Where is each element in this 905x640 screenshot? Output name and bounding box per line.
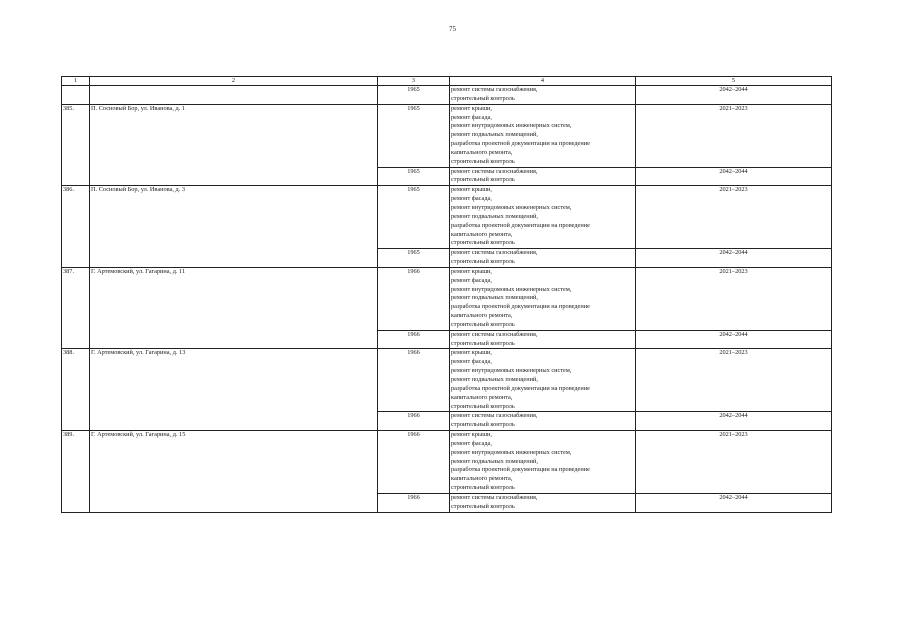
work-item: ремонт внутридомовых инженерных систем, (451, 203, 572, 211)
work-item: ремонт внутридомовых инженерных систем, (451, 122, 572, 130)
row-address (90, 330, 378, 349)
row-number (62, 167, 90, 186)
row-number (62, 330, 90, 349)
work-item: строительный контроль (451, 339, 515, 347)
row-address: П. Сосновый Бор, ул. Иванова, д. 3 (90, 186, 378, 249)
row-works (450, 267, 636, 330)
row-number: 387. (62, 267, 90, 330)
work-item: строительный контроль (451, 157, 515, 165)
table-row (62, 186, 832, 249)
row-address (90, 249, 378, 268)
row-works (450, 431, 636, 494)
row-year: 1965 (378, 167, 450, 186)
work-item: ремонт подвальных помещений, (451, 131, 538, 139)
work-item: ремонт крыши, (451, 104, 493, 112)
row-address: Г. Артемовский, ул. Гагарина, д. 11 (90, 267, 378, 330)
row-works (450, 104, 636, 167)
work-item: ремонт крыши, (451, 267, 493, 275)
row-works (450, 412, 636, 431)
row-year: 1966 (378, 431, 450, 494)
work-item: разработка проектной документации на проведение (451, 466, 590, 474)
column-header-1: 1 (62, 77, 90, 86)
work-item: ремонт фасада, (451, 358, 492, 366)
work-item: строительный контроль (451, 484, 515, 492)
work-item: ремонт системы газоснабжения, (451, 167, 538, 175)
row-year: 1965 (378, 249, 450, 268)
work-item: разработка проектной документации на проведение (451, 384, 590, 392)
row-works (450, 493, 636, 512)
work-item: ремонт фасада, (451, 195, 492, 203)
row-address: П. Сосновый Бор, ул. Иванова, д. 1 (90, 104, 378, 167)
work-item: ремонт системы газоснабжения, (451, 86, 538, 93)
work-item: ремонт крыши, (451, 349, 493, 357)
row-works (450, 167, 636, 186)
work-item: ремонт фасада, (451, 113, 492, 121)
work-item: строительный контроль (451, 320, 515, 328)
row-works (450, 186, 636, 249)
work-item: строительный контроль (451, 502, 515, 510)
work-item: ремонт фасада, (451, 276, 492, 284)
work-item: разработка проектной документации на проведение (451, 303, 590, 311)
column-header-5: 5 (636, 77, 832, 86)
work-item: ремонт крыши, (451, 431, 493, 439)
row-period: 2042–2044 (636, 330, 832, 349)
work-item: строительный контроль (451, 239, 515, 247)
row-period: 2042–2044 (636, 249, 832, 268)
table-row (62, 431, 832, 494)
row-period: 2042–2044 (636, 167, 832, 186)
row-period: 2021–2023 (636, 349, 832, 412)
table-row (62, 493, 832, 512)
table-row (62, 167, 832, 186)
row-period: 2021–2023 (636, 431, 832, 494)
work-item: строительный контроль (451, 94, 515, 102)
column-header-2: 2 (90, 77, 378, 86)
work-item: капитального ремонта, (451, 393, 513, 401)
row-address: Г. Артемовский, ул. Гагарина, д. 15 (90, 431, 378, 494)
work-item: ремонт подвальных помещений, (451, 457, 538, 465)
row-year: 1965 (378, 104, 450, 167)
work-item: разработка проектной документации на проведение (451, 140, 590, 148)
row-period: 2042–2044 (636, 493, 832, 512)
row-number: 389. (62, 431, 90, 494)
work-item: ремонт подвальных помещений, (451, 212, 538, 220)
row-year: 1965 (378, 186, 450, 249)
row-address (90, 412, 378, 431)
row-number (62, 249, 90, 268)
work-item: ремонт подвальных помещений, (451, 294, 538, 302)
row-number: 388. (62, 349, 90, 412)
column-header-4: 4 (450, 77, 636, 86)
row-period: 2021–2023 (636, 104, 832, 167)
table-row (62, 330, 832, 349)
row-address (90, 86, 378, 105)
row-works (450, 330, 636, 349)
work-item: капитального ремонта, (451, 475, 513, 483)
row-period: 2042–2044 (636, 412, 832, 431)
row-number (62, 86, 90, 105)
table-row (62, 349, 832, 412)
table-row (62, 267, 832, 330)
row-year: 1966 (378, 330, 450, 349)
row-period: 2021–2023 (636, 267, 832, 330)
row-works (450, 349, 636, 412)
work-item: капитального ремонта, (451, 230, 513, 238)
work-item: ремонт системы газоснабжения, (451, 412, 538, 420)
table-row (62, 104, 832, 167)
work-item: ремонт крыши, (451, 186, 493, 194)
work-item: ремонт системы газоснабжения, (451, 330, 538, 338)
work-item: строительный контроль (451, 402, 515, 410)
table-row (62, 412, 832, 431)
row-number: 386. (62, 186, 90, 249)
work-item: ремонт подвальных помещений, (451, 376, 538, 383)
row-number (62, 412, 90, 431)
work-item: строительный контроль (451, 258, 515, 266)
table-body (62, 86, 832, 513)
table-header-row (62, 77, 832, 86)
work-item: ремонт системы газоснабжения, (451, 493, 538, 501)
work-item: строительный контроль (451, 421, 515, 429)
row-number (62, 493, 90, 512)
row-year: 1966 (378, 493, 450, 512)
work-item: ремонт внутридомовых инженерных систем, (451, 367, 572, 375)
work-item: ремонт внутридомовых инженерных систем, (451, 285, 572, 293)
work-item: капитального ремонта, (451, 148, 513, 156)
row-year: 1966 (378, 349, 450, 412)
row-period: 2021–2023 (636, 186, 832, 249)
row-address: Г. Артемовский, ул. Гагарина, д. 13 (90, 349, 378, 412)
work-item: ремонт фасада, (451, 439, 492, 447)
row-period: 2042–2044 (636, 86, 832, 105)
page-number: 75 (449, 25, 456, 33)
row-address (90, 167, 378, 186)
row-year: 1966 (378, 267, 450, 330)
row-year: 1965 (378, 86, 450, 105)
row-address (90, 493, 378, 512)
row-works (450, 86, 636, 105)
table-row (62, 86, 832, 105)
repair-schedule-table (61, 76, 832, 513)
work-item: строительный контроль (451, 176, 515, 184)
work-item: ремонт внутридомовых инженерных систем, (451, 448, 572, 456)
work-item: разработка проектной документации на проведение (451, 221, 590, 229)
work-item: ремонт системы газоснабжения, (451, 249, 538, 257)
column-header-3: 3 (378, 77, 450, 86)
table-row (62, 249, 832, 268)
work-item: капитального ремонта, (451, 312, 513, 320)
row-works (450, 249, 636, 268)
row-number: 385. (62, 104, 90, 167)
row-year: 1966 (378, 412, 450, 431)
